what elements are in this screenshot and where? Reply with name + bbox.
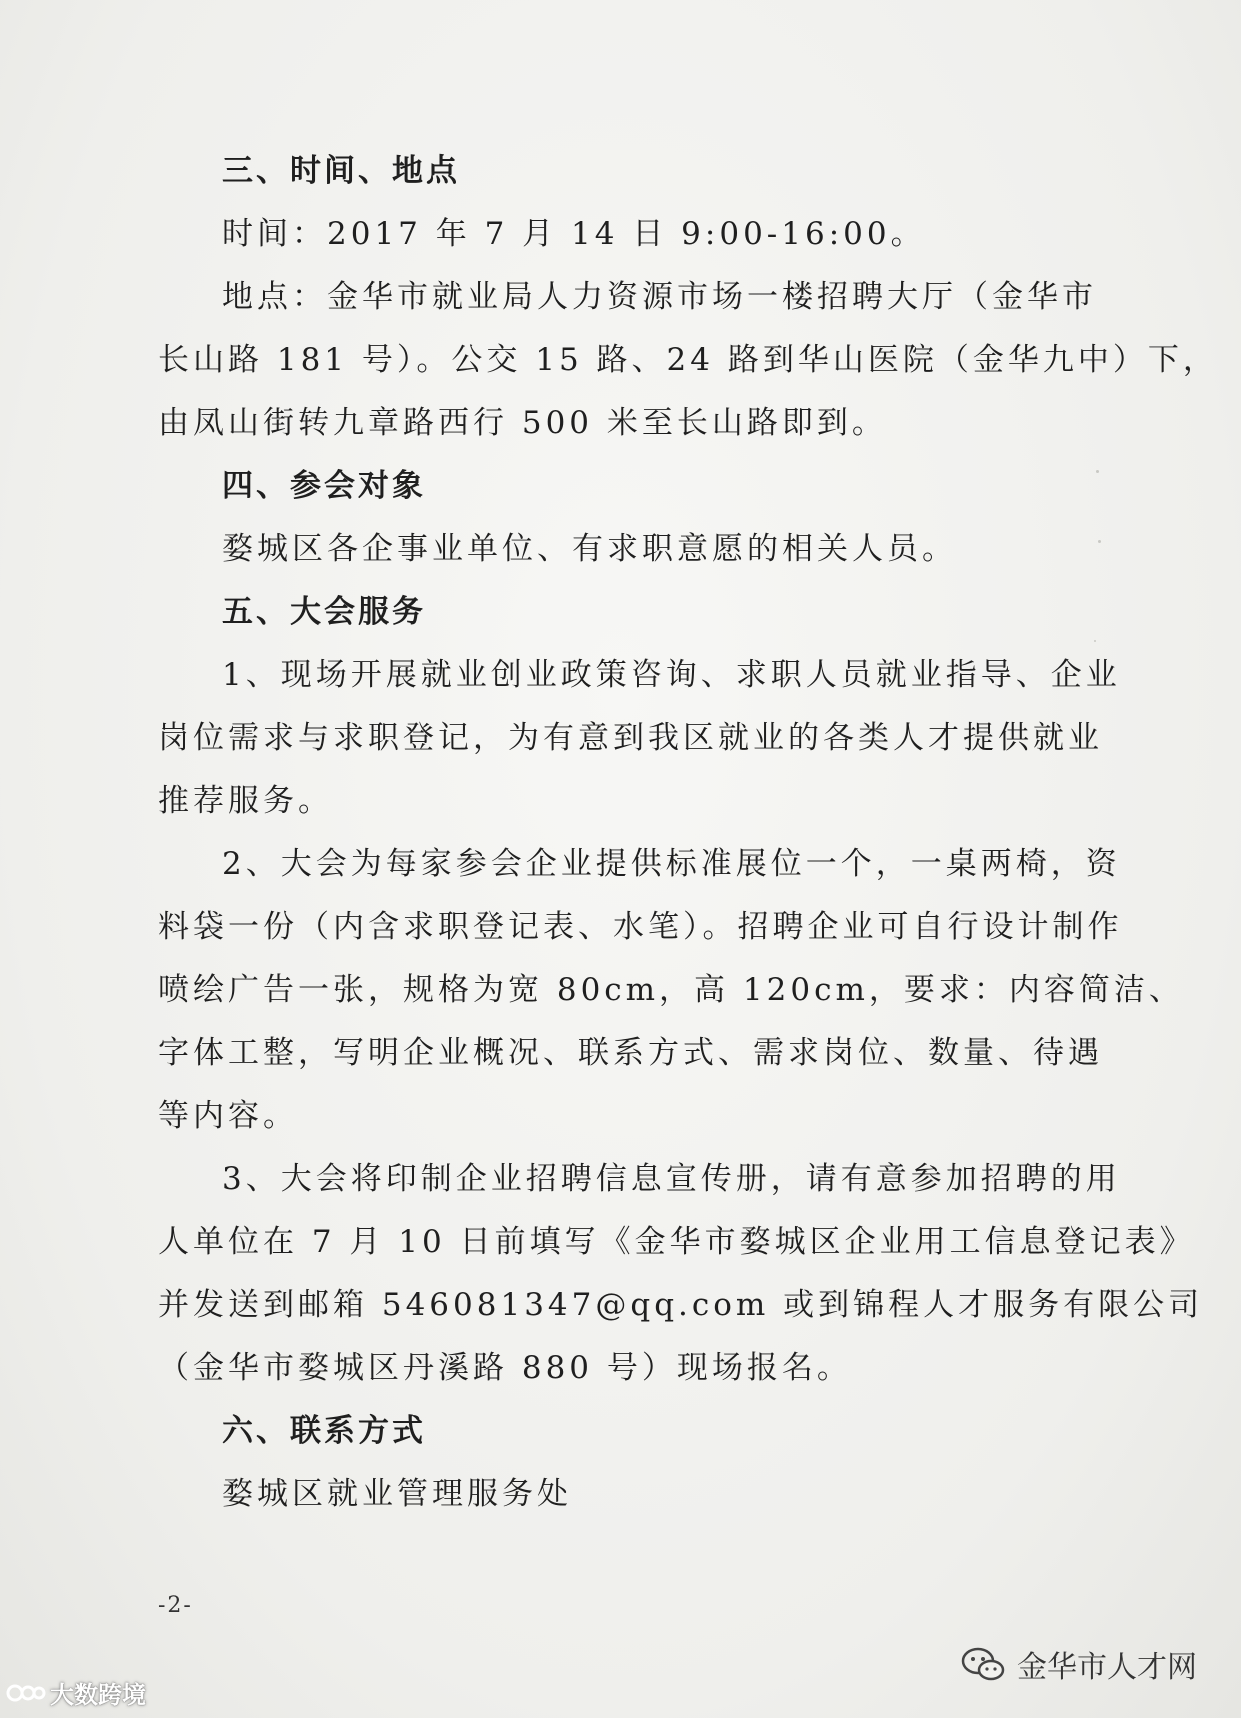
time-line: 时间：2017 年 7 月 14 日 9:00-16:00。 [222,216,926,252]
watermark-left [6,1675,146,1710]
service-2-line-4: 字体工整，写明企业概况、联系方式、需求岗位、数量、待遇 [158,1035,1103,1071]
service-1-line-3: 推荐服务。 [158,783,333,819]
paper-speck [1098,540,1101,543]
document-body [158,140,1218,1526]
service-2-line-3: 喷绘广告一张，规格为宽 80cm，高 120cm，要求：内容简洁、 [158,972,1184,1008]
section-heading-contact: 六、联系方式 [222,1413,426,1449]
contact-text: 婺城区就业管理服务处 [222,1476,572,1512]
place-line-1: 地点：金华市就业局人力资源市场一楼招聘大厅（金华市 [222,279,1097,315]
service-1-line-2: 岗位需求与求职登记，为有意到我区就业的各类人才提供就业 [158,720,1103,756]
paper-speck [1096,470,1099,473]
participants-text: 婺城区各企事业单位、有求职意愿的相关人员。 [222,531,957,567]
watermark-right [959,1642,1197,1686]
service-3-line-2: 人单位在 7 月 10 日前填写《金华市婺城区企业用工信息登记表》 [158,1224,1195,1260]
watermark-right-text: 金华市人才网 [1017,1650,1197,1685]
paper-speck [1094,640,1096,642]
page-number: -2- [158,1593,193,1618]
service-2-line-2: 料袋一份（内含求职登记表、水笔）。招聘企业可自行设计制作 [158,909,1123,945]
section-heading-participants: 四、参会对象 [222,468,426,504]
watermark-left-text: 大数跨境 [50,1681,146,1709]
section-heading-time-place: 三、时间、地点 [222,153,460,189]
service-3-line-1: 3、大会将印制企业招聘信息宣传册，请有意参加招聘的用 [222,1161,1121,1197]
service-3-line-3: 并发送到邮箱 546081347@qq.com 或到锦程人才服务有限公司 [158,1287,1204,1323]
brand-logo-icon [6,1681,46,1705]
service-1-line-1: 1、现场开展就业创业政策咨询、求职人员就业指导、企业 [222,657,1121,693]
wechat-icon [959,1644,1007,1684]
place-line-3: 由凤山街转九章路西行 500 米至长山路即到。 [158,405,887,441]
service-2-line-5: 等内容。 [158,1098,298,1134]
service-3-line-4: （金华市婺城区丹溪路 880 号）现场报名。 [158,1350,852,1386]
section-heading-services: 五、大会服务 [222,594,426,630]
place-line-2: 长山路 181 号）。公交 15 路、24 路到华山医院（金华九中）下， [158,342,1218,378]
service-2-line-1: 2、大会为每家参会企业提供标准展位一个，一桌两椅，资 [222,846,1121,882]
